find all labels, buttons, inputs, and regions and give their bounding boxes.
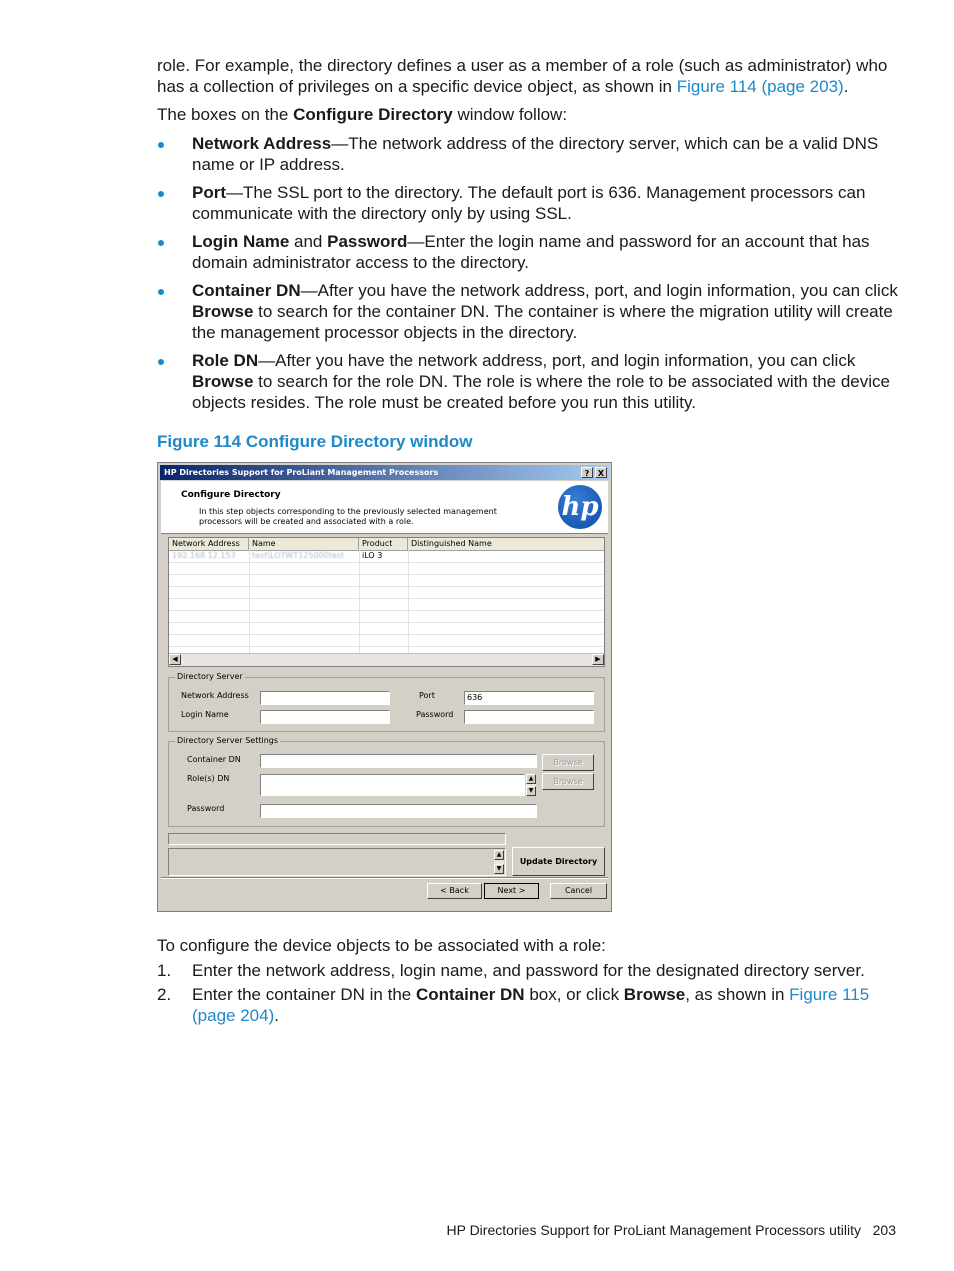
window-title: HP Directories Support for ProLiant Management Processors — [164, 468, 439, 477]
scroll-down-icon[interactable]: ▼ — [494, 864, 504, 874]
scroll-up-icon[interactable]: ▲ — [526, 774, 536, 784]
step-1-number: 1. — [157, 961, 172, 980]
update-directory-button[interactable]: Update Directory — [512, 847, 605, 876]
container-dn-field[interactable] — [260, 754, 537, 768]
scroll-up-icon[interactable]: ▲ — [494, 850, 504, 860]
roles-browse-button[interactable]: Browse — [542, 773, 594, 790]
boxes-intro: The boxes on the Configure Directory window follow: — [157, 105, 568, 124]
network-address-field[interactable] — [260, 691, 390, 705]
password-field[interactable] — [464, 710, 594, 724]
progress-bar — [168, 833, 506, 845]
wizard-header — [161, 481, 608, 534]
directory-server-group — [168, 672, 605, 732]
bullet-dot — [158, 240, 164, 246]
roles-dn-field[interactable] — [260, 774, 525, 796]
window-titlebar — [160, 465, 609, 480]
step-2: 2. Enter the container DN in the Container DN box, or click Browse, as shown in Figure 115 (page 204). — [157, 985, 870, 1025]
login-name-label: Login Name — [181, 710, 229, 719]
after-intro: To configure the device objects to be associated with a role: — [157, 936, 606, 955]
footer-divider — [161, 877, 608, 879]
roles-dn-label: Role(s) DN — [187, 774, 230, 783]
configure-directory-window — [157, 462, 612, 912]
back-button[interactable]: < Back — [427, 883, 482, 899]
hp-logo-icon: hp — [558, 485, 602, 529]
status-log-scrollbar[interactable] — [494, 850, 504, 874]
scroll-down-icon[interactable]: ▼ — [526, 786, 536, 796]
column-distinguished-name[interactable]: Distinguished Name — [411, 539, 492, 548]
help-button[interactable]: ? — [581, 467, 593, 478]
password-label: Password — [416, 710, 454, 719]
processor-table — [168, 537, 605, 667]
intro-line-1: role. For example, the directory defines a user as a member of a role (such as administrator) who — [157, 56, 888, 75]
figure-114-link[interactable]: Figure 114 (page 203) — [676, 77, 844, 96]
wizard-step-title: Configure Directory — [181, 490, 281, 500]
scroll-right-icon[interactable]: ▶ — [592, 654, 604, 665]
bullet-dot — [158, 359, 164, 365]
bullet-dot — [158, 289, 164, 295]
bullet-dot — [158, 191, 164, 197]
intro-paragraph — [157, 55, 902, 97]
container-browse-button[interactable]: Browse — [542, 754, 594, 771]
login-name-field[interactable] — [260, 710, 390, 724]
page-footer — [446, 1222, 896, 1238]
scroll-left-icon[interactable]: ◀ — [169, 654, 181, 665]
bullet-login-password: Login Name and Password—Enter the login name and password for an account that has domain administrator access to the directory. — [157, 231, 902, 273]
cell-name: test\LOTWT125000test — [252, 551, 345, 560]
bullet-dot — [158, 142, 164, 148]
bullet-role-dn: Role DN—After you have the network address, port, and login information, you can click Browse to search for the role DN. The role is where the role to be associated with the device objects resides. The role must be created before you run this utility. — [157, 350, 902, 413]
next-button[interactable]: Next > — [484, 883, 539, 899]
column-product[interactable]: Product — [359, 538, 408, 550]
bullet-network-address: Network Address—The network address of the directory server, which can be a valid DNS name or IP address. — [157, 133, 902, 175]
column-name[interactable]: Name — [249, 538, 359, 550]
cancel-button[interactable]: Cancel — [550, 883, 607, 899]
port-label: Port — [419, 691, 435, 700]
cell-product: iLO 3 — [362, 551, 383, 560]
table-row — [169, 634, 604, 647]
step-1 — [157, 960, 902, 981]
settings-group-label: Directory Server Settings — [177, 736, 279, 745]
container-dn-label: Container DN — [187, 755, 241, 764]
wizard-step-description: In this step objects corresponding to the previously selected management processors will be created and associated with a role. — [199, 507, 497, 526]
table-horizontal-scrollbar[interactable] — [169, 653, 604, 666]
bullet-port: Port—The SSL port to the directory. The default port is 636. Management processors can communicate with the directory only by using SSL. — [157, 182, 902, 224]
roles-dn-scrollbar[interactable] — [526, 774, 536, 796]
status-log — [168, 848, 506, 876]
directory-server-settings-group — [168, 736, 605, 827]
directory-server-label: Directory Server — [177, 672, 243, 681]
footer-title: HP Directories Support for ProLiant Management Processors utility — [446, 1222, 861, 1238]
settings-password-label: Password — [187, 804, 225, 813]
network-address-label: Network Address — [181, 691, 249, 700]
step-2-number: 2. — [157, 985, 172, 1004]
port-field[interactable]: 636 — [464, 691, 594, 705]
intro-line-2: has a collection of privileges on a specific device object, as shown in Figure 114 (page 203). — [157, 77, 849, 96]
bullet-container-dn: Container DN—After you have the network address, port, and login information, you can click Browse to search for the container DN. The container is where the migration utility will create the management processor objects in the directory. — [157, 280, 902, 343]
figure-caption: Figure 114 Configure Directory window — [157, 432, 473, 451]
bullet-list — [157, 133, 902, 420]
column-network-address[interactable]: Network Address — [169, 538, 249, 550]
close-button[interactable]: X — [595, 467, 607, 478]
figure-115-link[interactable]: Figure 115 (page 204) — [192, 985, 870, 1025]
settings-password-field[interactable] — [260, 804, 537, 818]
page-number: 203 — [872, 1222, 896, 1238]
step-1-text: Enter the network address, login name, and password for the designated directory server. — [192, 961, 865, 980]
cell-network-address: 192.168.12.153 — [172, 551, 236, 560]
